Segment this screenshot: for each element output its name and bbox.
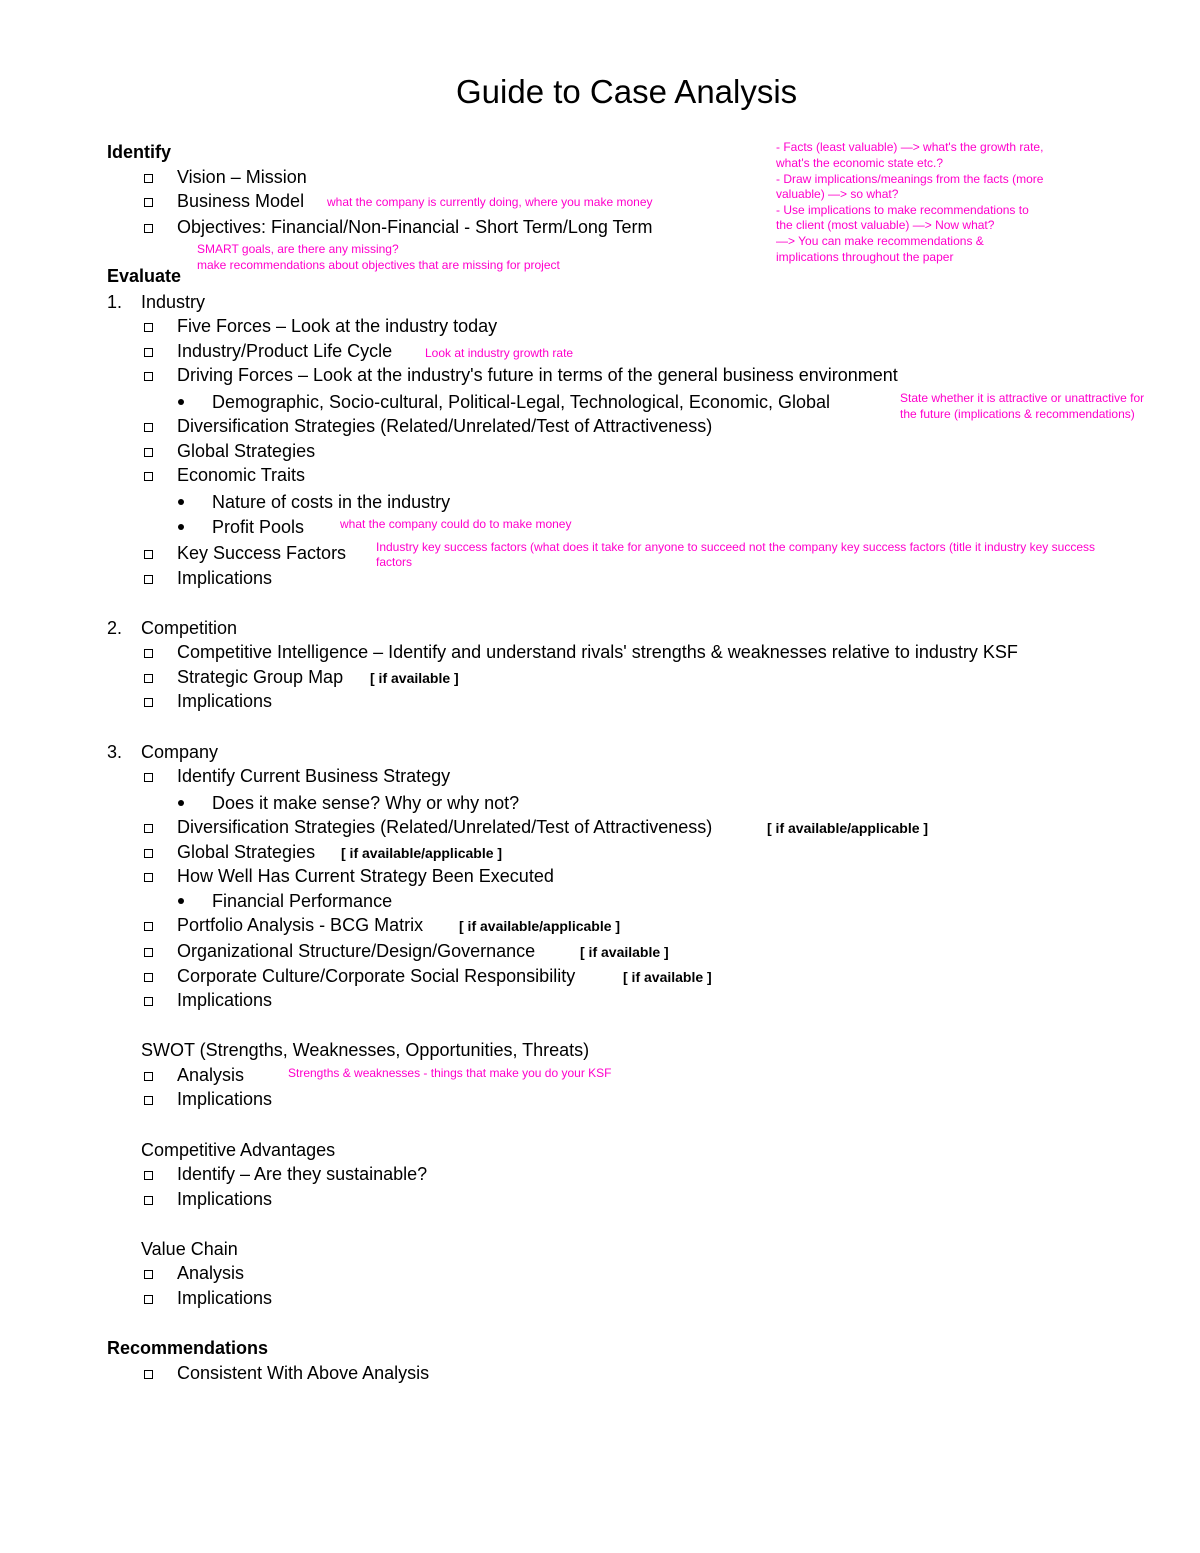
- if-available-tag: [ if available/applicable ]: [341, 845, 503, 861]
- checkbox-icon: [144, 674, 153, 683]
- driving-forces-item: Driving Forces – Look at the industry's future in terms of the general business environment: [177, 365, 898, 385]
- side-note-line: —> You can make recommendations &: [776, 234, 984, 248]
- company-implications-item: Implications: [177, 990, 273, 1010]
- checkbox-icon: [144, 198, 153, 207]
- checkbox-icon: [144, 698, 153, 707]
- side-note-line: the client (most valuable) —> Now what?: [776, 218, 995, 232]
- side-note-line: valuable) —> so what?: [776, 187, 899, 201]
- checkbox-icon: [144, 550, 153, 559]
- make-sense-item: Does it make sense? Why or why not?: [212, 793, 520, 813]
- objectives-recommend-note: make recommendations about objectives that are missing for project: [197, 258, 560, 272]
- checkbox-icon: [144, 575, 153, 584]
- checkbox-icon: [144, 323, 153, 332]
- checkbox-icon: [144, 1196, 153, 1205]
- ksf-note-line: Industry key success factors (what does it take for anyone to succeed not the company key success factors (title it industry key success: [376, 540, 1095, 554]
- strategy-executed-item: How Well Has Current Strategy Been Executed: [177, 866, 554, 886]
- life-cycle-item: Industry/Product Life Cycle: [177, 341, 393, 361]
- checkbox-icon: [144, 423, 153, 432]
- checkbox-icon: [144, 824, 153, 833]
- swot-implications-item: Implications: [177, 1089, 273, 1109]
- corporate-culture-item: Corporate Culture/Corporate Social Responsibility: [177, 966, 576, 986]
- if-available-tag: [ if available/applicable ]: [767, 820, 929, 836]
- ksf-item: Key Success Factors: [177, 543, 347, 563]
- advantages-implications-item: Implications: [177, 1189, 273, 1209]
- value-chain-label: Value Chain: [141, 1239, 238, 1259]
- economic-traits-item: Economic Traits: [177, 465, 306, 485]
- checkbox-icon: [144, 174, 153, 183]
- org-structure-item: Organizational Structure/Design/Governance: [177, 941, 536, 961]
- nature-costs-item: Nature of costs in the industry: [212, 492, 451, 512]
- checkbox-icon: [144, 849, 153, 858]
- business-model-note: what the company is currently doing, where you make money: [327, 195, 653, 209]
- recommendations-item: Consistent With Above Analysis: [177, 1363, 430, 1383]
- bullet-icon: [178, 800, 184, 806]
- value-chain-implications-item: Implications: [177, 1288, 273, 1308]
- company-label: Company: [141, 742, 219, 762]
- company-global-item: Global Strategies: [177, 842, 316, 862]
- smart-goals-note: SMART goals, are there any missing?: [197, 242, 399, 256]
- industry-implications-item: Implications: [177, 568, 273, 588]
- company-diversification-item: Diversification Strategies (Related/Unrelated/Test of Attractiveness): [177, 817, 713, 837]
- checkbox-icon: [144, 1072, 153, 1081]
- competitive-intelligence-item: Competitive Intelligence – Identify and understand rivals' strengths & weaknesses relative to industry KSF: [177, 642, 1018, 662]
- evaluate-heading: Evaluate: [107, 266, 182, 286]
- if-available-tag: [ if available ]: [580, 944, 669, 960]
- if-available-tag: [ if available/applicable ]: [459, 918, 621, 934]
- industry-number: 1.: [107, 292, 123, 312]
- vision-mission-item: Vision – Mission: [177, 167, 307, 187]
- side-note-line: - Facts (least valuable) —> what's the growth rate,: [776, 140, 1044, 154]
- demographic-note-line: State whether it is attractive or unattractive for: [900, 391, 1145, 405]
- checkbox-icon: [144, 472, 153, 481]
- checkbox-icon: [144, 372, 153, 381]
- page-title: Guide to Case Analysis: [456, 73, 798, 110]
- business-model-item: Business Model: [177, 191, 305, 211]
- profit-pools-note: what the company could do to make money: [340, 517, 572, 531]
- if-available-tag: [ if available ]: [623, 969, 712, 985]
- five-forces-item: Five Forces – Look at the industry today: [177, 316, 498, 336]
- checkbox-icon: [144, 973, 153, 982]
- checkbox-icon: [144, 773, 153, 782]
- if-available-tag: [ if available ]: [370, 670, 459, 686]
- portfolio-analysis-item: Portfolio Analysis - BCG Matrix: [177, 915, 424, 935]
- checkbox-icon: [144, 873, 153, 882]
- demographic-item: Demographic, Socio-cultural, Political-Legal, Technological, Economic, Global: [212, 392, 830, 412]
- checkbox-icon: [144, 649, 153, 658]
- checkbox-icon: [144, 1370, 153, 1379]
- competition-implications-item: Implications: [177, 691, 273, 711]
- swot-analysis-note: Strengths & weaknesses - things that make you do your KSF: [288, 1066, 612, 1080]
- diversification-item: Diversification Strategies (Related/Unrelated/Test of Attractiveness): [177, 416, 713, 436]
- checkbox-icon: [144, 1295, 153, 1304]
- industry-label: Industry: [141, 292, 206, 312]
- swot-analysis-item: Analysis: [177, 1065, 245, 1085]
- strategic-group-map-item: Strategic Group Map: [177, 667, 344, 687]
- checkbox-icon: [144, 348, 153, 357]
- demographic-note-line: the future (implications & recommendations): [900, 407, 1135, 421]
- identify-heading: Identify: [107, 142, 172, 162]
- bullet-icon: [178, 399, 184, 405]
- identify-strategy-item: Identify Current Business Strategy: [177, 766, 451, 786]
- swot-label: SWOT (Strengths, Weaknesses, Opportunities, Threats): [141, 1040, 590, 1060]
- bullet-icon: [178, 524, 184, 530]
- side-note-line: implications throughout the paper: [776, 250, 954, 264]
- checkbox-icon: [144, 1171, 153, 1180]
- checkbox-icon: [144, 1096, 153, 1105]
- recommendations-heading: Recommendations: [107, 1338, 269, 1358]
- advantages-label: Competitive Advantages: [141, 1140, 336, 1160]
- advantages-identify-item: Identify – Are they sustainable?: [177, 1164, 428, 1184]
- checkbox-icon: [144, 948, 153, 957]
- bullet-icon: [178, 499, 184, 505]
- competition-label: Competition: [141, 618, 238, 638]
- global-strategies-item: Global Strategies: [177, 441, 316, 461]
- bullet-icon: [178, 898, 184, 904]
- checkbox-icon: [144, 922, 153, 931]
- checkbox-icon: [144, 997, 153, 1006]
- side-note-line: what's the economic state etc.?: [776, 156, 944, 170]
- checkbox-icon: [144, 448, 153, 457]
- checkbox-icon: [144, 1270, 153, 1279]
- side-note-line: - Draw implications/meanings from the facts (more: [776, 172, 1044, 186]
- financial-performance-item: Financial Performance: [212, 891, 393, 911]
- checkbox-icon: [144, 224, 153, 233]
- side-note-line: - Use implications to make recommendations to: [776, 203, 1029, 217]
- ksf-note-line: factors: [376, 555, 413, 569]
- life-cycle-note: Look at industry growth rate: [425, 346, 574, 360]
- profit-pools-item: Profit Pools: [212, 517, 305, 537]
- objectives-item: Objectives: Financial/Non-Financial - Short Term/Long Term: [177, 217, 653, 237]
- company-number: 3.: [107, 742, 123, 762]
- competition-number: 2.: [107, 618, 123, 638]
- value-chain-analysis-item: Analysis: [177, 1263, 245, 1283]
